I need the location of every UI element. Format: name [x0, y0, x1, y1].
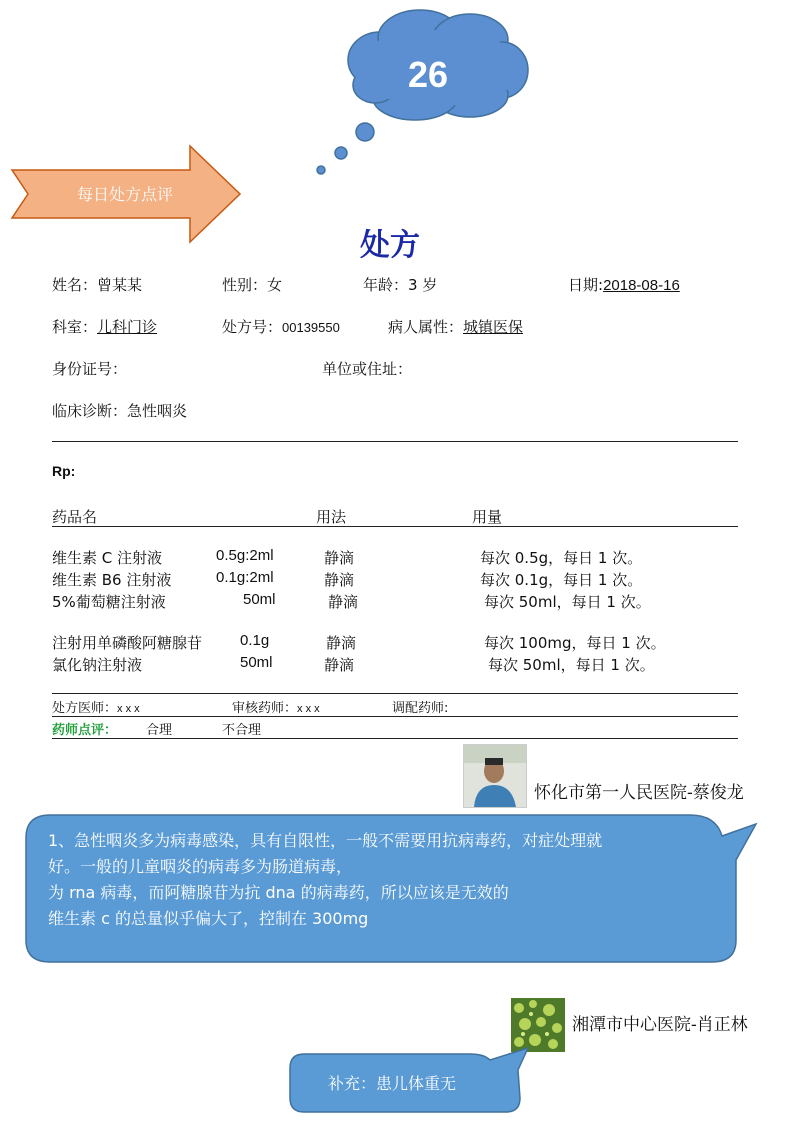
- patient-attr-row: [388, 316, 523, 337]
- comment-label: 药师点评：: [52, 723, 118, 738]
- reviewer-value: x x x: [297, 703, 320, 715]
- dept-label: 科室：: [52, 318, 98, 336]
- doctor-value: x x x: [117, 703, 140, 715]
- divider: [52, 526, 738, 527]
- patient-name-row: [52, 274, 142, 295]
- drug-dose: 每次 50ml，每日 1 次。: [484, 593, 651, 611]
- patient-gender-row: [222, 274, 282, 295]
- patient-name: 曾某某: [97, 276, 143, 294]
- id-label: 身份证号：: [52, 360, 128, 378]
- diagnosis-row: [52, 400, 187, 421]
- drug-spec: 0.1g: [240, 632, 270, 649]
- divider: [52, 441, 738, 442]
- divider: [52, 716, 738, 717]
- patient-age-row: [363, 274, 437, 295]
- diag-value: 急性咽炎: [127, 402, 188, 420]
- doctor-label: 处方医师：: [52, 701, 118, 716]
- page-title: 处方: [360, 228, 420, 263]
- divider: [52, 738, 738, 739]
- comment-line: 好。一般的儿童咽炎的病毒多为肠道病毒，: [48, 857, 353, 876]
- arrow-banner-label: 每日处方点评: [76, 185, 173, 204]
- comment-line: 1、急性咽炎多为病毒感染，具有自限性，一般不需要用抗病毒药，对症处理就: [48, 831, 603, 850]
- option-unreasonable: 不合理: [222, 723, 262, 738]
- drug-usage: 静滴: [326, 634, 357, 652]
- rx-no-label: 处方号：: [222, 318, 283, 336]
- avatar: [463, 744, 527, 808]
- drug-usage: 静滴: [324, 571, 355, 589]
- rx-number-row: [222, 316, 340, 337]
- drug-spec: 0.1g:2ml: [216, 569, 274, 586]
- drug-name: 维生素 C 注射液: [52, 549, 163, 567]
- drug-spec: 0.5g:2ml: [216, 547, 274, 564]
- drug-name: 氯化钠注射液: [52, 656, 143, 674]
- patient-gender: 女: [267, 276, 283, 294]
- drug-dose: 每次 50ml，每日 1 次。: [488, 656, 655, 674]
- drug-spec: 50ml: [243, 591, 276, 608]
- dispenser-label: 调配药师:: [392, 701, 449, 716]
- review-number: 26: [407, 54, 449, 95]
- comment-author: 怀化市第一人民医院-蔡俊龙: [534, 783, 744, 803]
- name-label: 姓名：: [52, 276, 98, 294]
- person-photo-icon: [464, 745, 526, 807]
- drug-usage: 静滴: [328, 593, 359, 611]
- divider: [52, 693, 738, 694]
- header-drug: 药品名: [52, 508, 98, 526]
- drug-dose: 每次 0.5g，每日 1 次。: [480, 549, 643, 567]
- drug-usage: 静滴: [324, 549, 355, 567]
- age-label: 年龄：: [363, 276, 409, 294]
- drug-name: 注射用单磷酸阿糖腺苷: [52, 634, 203, 652]
- comment-author: 湘潭市中心医院-肖正林: [572, 1015, 748, 1035]
- rp-label: Rp:: [52, 463, 76, 479]
- date-row: [568, 274, 680, 295]
- comment-line: 维生素 c 的总量似乎偏大了，控制在 300mg: [48, 909, 369, 928]
- dept-row: [52, 316, 157, 337]
- comment-line: 补充：患儿体重无: [328, 1074, 457, 1093]
- attr-value: 城镇医保: [463, 318, 524, 336]
- drug-dose: 每次 100mg，每日 1 次。: [484, 634, 666, 652]
- header-usage: 用法: [316, 508, 347, 526]
- drug-name: 5%葡萄糖注射液: [52, 593, 166, 611]
- reviewer-label: 审核药师：: [232, 701, 298, 716]
- diag-label: 临床诊断：: [52, 402, 128, 420]
- comment-text: [48, 828, 602, 932]
- drug-spec: 50ml: [240, 654, 273, 671]
- drug-usage: 静滴: [324, 656, 355, 674]
- addr-label: 单位或住址：: [322, 360, 413, 378]
- patient-age: 3 岁: [408, 276, 438, 294]
- drug-name: 维生素 B6 注射液: [52, 571, 172, 589]
- doctor-row: [52, 697, 140, 716]
- rx-no-value: 00139550: [282, 320, 340, 335]
- reviewer-row: [232, 697, 320, 716]
- rx-date: 2018-08-16: [603, 277, 680, 294]
- dept-value: 儿科门诊: [97, 318, 158, 336]
- header-dose: 用量: [472, 508, 503, 526]
- date-label: 日期:: [568, 276, 604, 294]
- comment-line: 为 rna 病毒，而阿糖腺苷为抗 dna 的病毒药，所以应该是无效的: [48, 883, 509, 902]
- attr-label: 病人属性：: [388, 318, 464, 336]
- gender-label: 性别：: [222, 276, 268, 294]
- drug-dose: 每次 0.1g，每日 1 次。: [480, 571, 643, 589]
- option-reasonable: 合理: [146, 723, 173, 738]
